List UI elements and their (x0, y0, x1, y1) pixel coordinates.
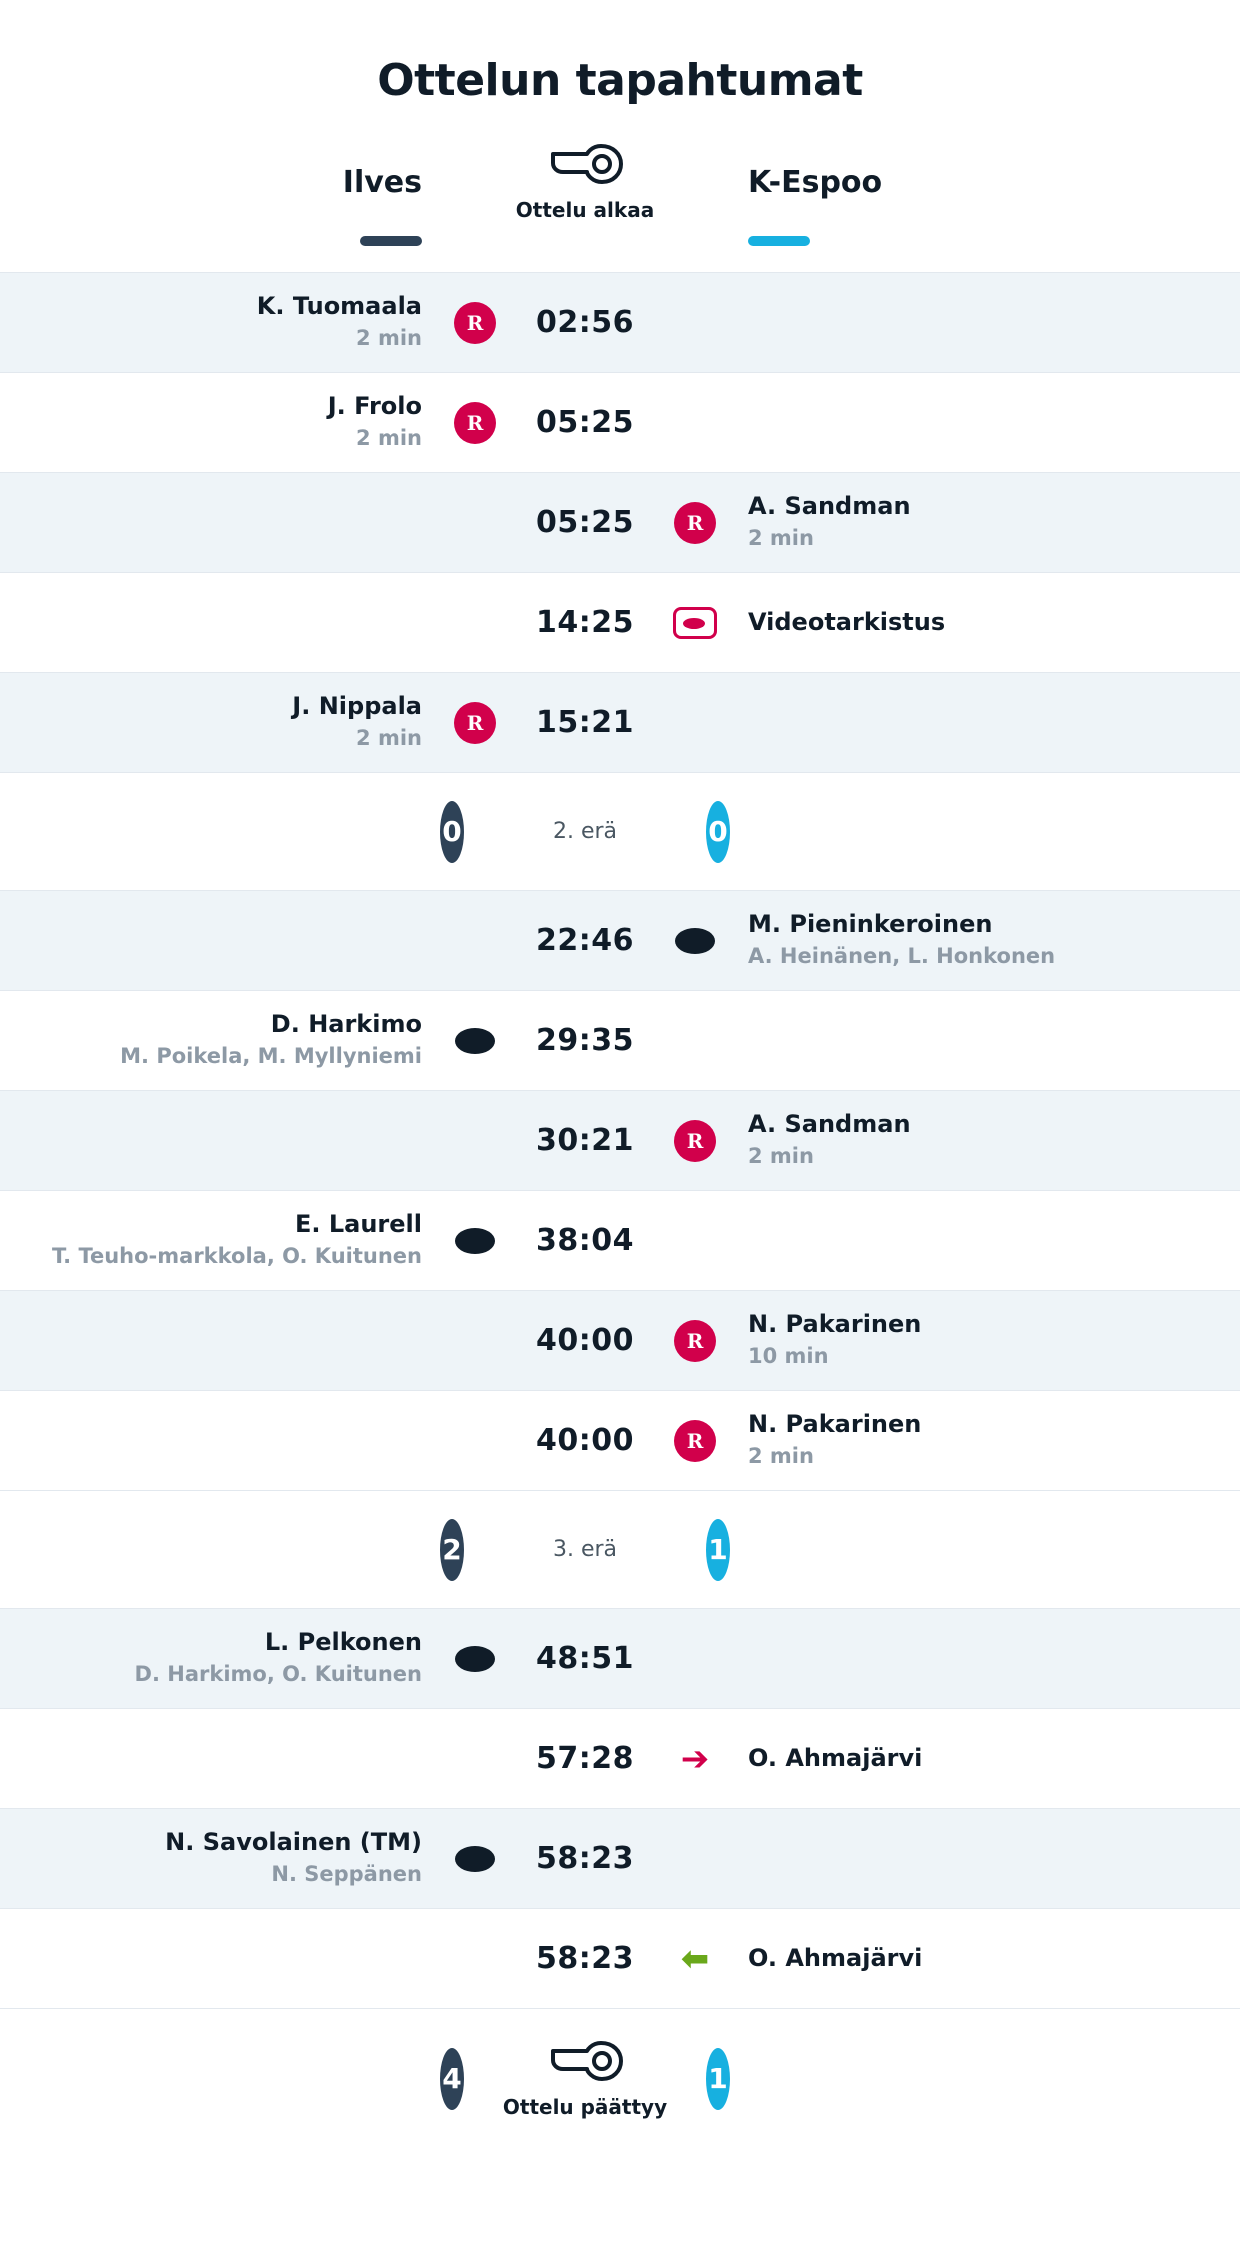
event-time-cell (510, 605, 660, 640)
event-player-name: N. Savolainen (TM) (165, 1828, 422, 1857)
event-row (0, 1808, 1240, 1908)
match-end-block (502, 2039, 668, 2119)
period-home-score-wrap (440, 801, 510, 863)
period-row (0, 1490, 1240, 1608)
match-start-caption: Ottelu alkaa (515, 198, 655, 222)
event-row (0, 1390, 1240, 1490)
away-team-name: K-Espoo (748, 164, 883, 200)
event-home-icon-cell (440, 1028, 510, 1054)
team-header (0, 142, 1240, 272)
event-away-cell (730, 1111, 1170, 1170)
puck-icon (455, 1028, 495, 1054)
event-row (0, 990, 1240, 1090)
event-row (0, 272, 1240, 372)
event-away-icon-cell (660, 1738, 730, 1779)
event-player-detail: 2 min (356, 325, 422, 350)
event-away-icon-cell (660, 1938, 730, 1979)
event-time: 58:23 (536, 1941, 634, 1976)
final-home-score: 4 (440, 2048, 464, 2110)
event-time: 40:00 (536, 1323, 634, 1358)
event-player-detail: 2 min (356, 425, 422, 450)
event-home-cell (0, 1829, 440, 1888)
event-row (0, 572, 1240, 672)
event-player-name: D. Harkimo (270, 1010, 422, 1039)
event-time: 14:25 (536, 605, 634, 640)
event-player-detail: N. Seppänen (271, 1861, 422, 1886)
event-time-cell (510, 1123, 660, 1158)
puck-icon (455, 1228, 495, 1254)
final-away-score-wrap (660, 2048, 730, 2110)
puck-icon (455, 1846, 495, 1872)
penalty-icon: R (674, 1120, 716, 1162)
period-away-score-wrap (660, 801, 730, 863)
event-time-cell (510, 1023, 660, 1058)
event-row (0, 1190, 1240, 1290)
event-row (0, 472, 1240, 572)
event-home-cell (0, 1011, 440, 1070)
period-away-score: 1 (706, 1519, 730, 1581)
period-home-score: 0 (440, 801, 464, 863)
event-time: 15:21 (536, 705, 634, 740)
match-start-block (510, 142, 660, 222)
penalty-icon: R (454, 302, 496, 344)
event-time: 40:00 (536, 1423, 634, 1458)
event-time: 05:25 (536, 405, 634, 440)
event-player-detail: 2 min (748, 525, 814, 550)
event-away-cell (730, 609, 1170, 637)
match-end-row (0, 2008, 1240, 2148)
event-player-detail: 2 min (748, 1143, 814, 1168)
event-player-detail: M. Poikela, M. Myllyniemi (120, 1043, 422, 1068)
event-home-icon-cell (440, 302, 510, 344)
event-home-cell (0, 693, 440, 752)
page-title: Ottelun tapahtumat (377, 55, 863, 106)
penalty-icon: R (454, 402, 496, 444)
period-away-score-wrap (660, 1519, 730, 1581)
event-player-name: L. Pelkonen (264, 1628, 422, 1657)
sub-out-icon: ⬅ (680, 1938, 710, 1979)
event-away-icon-cell (660, 1120, 730, 1162)
event-home-cell (0, 1211, 440, 1270)
event-player-name: N. Pakarinen (748, 1410, 922, 1439)
event-home-cell (0, 1629, 440, 1688)
event-time-cell (510, 305, 660, 340)
event-time-cell (510, 505, 660, 540)
whistle-icon (547, 2039, 623, 2085)
event-row (0, 672, 1240, 772)
event-away-cell (730, 911, 1170, 970)
penalty-icon: R (674, 502, 716, 544)
event-time: 38:04 (536, 1223, 634, 1258)
event-time: 22:46 (536, 923, 634, 958)
event-away-icon-cell (660, 1420, 730, 1462)
event-home-cell (0, 293, 440, 352)
event-time: 30:21 (536, 1123, 634, 1158)
event-away-cell (730, 1411, 1170, 1470)
event-player-name: N. Pakarinen (748, 1310, 922, 1339)
event-time: 58:23 (536, 1841, 634, 1876)
penalty-icon: R (674, 1320, 716, 1362)
event-player-name: M. Pieninkeroinen (748, 910, 993, 939)
away-team-block (730, 165, 1170, 200)
period-row (0, 772, 1240, 890)
event-player-name: O. Ahmajärvi (748, 1743, 923, 1772)
event-row (0, 1090, 1240, 1190)
event-time-cell (510, 1423, 660, 1458)
event-time: 48:51 (536, 1641, 634, 1676)
event-away-cell (730, 1745, 1170, 1773)
event-home-cell (0, 393, 440, 452)
event-player-detail: T. Teuho-markkola, O. Kuitunen (52, 1243, 422, 1268)
event-time-cell (510, 1741, 660, 1776)
event-time-cell (510, 923, 660, 958)
event-time: 29:35 (536, 1023, 634, 1058)
event-player-name: O. Ahmajärvi (748, 1943, 923, 1972)
event-row (0, 1608, 1240, 1708)
event-player-detail: D. Harkimo, O. Kuitunen (134, 1661, 422, 1686)
event-home-icon-cell (440, 1846, 510, 1872)
video-review-icon (673, 607, 717, 639)
event-away-cell (730, 1311, 1170, 1370)
event-player-name: J. Frolo (327, 392, 422, 421)
event-home-icon-cell (440, 1646, 510, 1672)
event-time-cell (510, 1941, 660, 1976)
event-player-name: A. Sandman (748, 492, 911, 521)
event-away-icon-cell (660, 928, 730, 954)
event-home-icon-cell (440, 1228, 510, 1254)
event-time-cell (510, 1841, 660, 1876)
home-team-block (0, 165, 440, 200)
event-row (0, 1908, 1240, 2008)
event-row (0, 1290, 1240, 1390)
events-list (0, 272, 1240, 2008)
event-player-name: E. Laurell (294, 1210, 422, 1239)
event-time-cell (510, 705, 660, 740)
final-home-score-wrap (440, 2048, 510, 2110)
penalty-icon: R (674, 1420, 716, 1462)
period-away-score: 0 (706, 801, 730, 863)
period-label: 2. erä (552, 819, 618, 844)
event-player-detail: 2 min (748, 1443, 814, 1468)
home-color-bar (360, 236, 422, 246)
period-home-score-wrap (440, 1519, 510, 1581)
match-end-caption: Ottelu päättyy (502, 2094, 668, 2119)
final-away-score: 1 (706, 2048, 730, 2110)
event-player-name: K. Tuomaala (256, 292, 422, 321)
event-player-detail: A. Heinänen, L. Honkonen (748, 943, 1056, 968)
event-time-cell (510, 1641, 660, 1676)
puck-icon (455, 1646, 495, 1672)
event-player-name: J. Nippala (292, 692, 422, 721)
away-color-bar-wrap (730, 222, 1170, 250)
event-time: 05:25 (536, 505, 634, 540)
event-player-detail: 10 min (748, 1343, 829, 1368)
event-row (0, 890, 1240, 990)
event-player-name: Videotarkistus (748, 607, 946, 636)
home-color-bar-wrap (0, 222, 440, 250)
puck-icon (675, 928, 715, 954)
event-time: 57:28 (536, 1741, 634, 1776)
event-time-cell (510, 1323, 660, 1358)
period-home-score: 2 (440, 1519, 464, 1581)
event-player-detail: 2 min (356, 725, 422, 750)
event-away-cell (730, 493, 1170, 552)
event-away-icon-cell (660, 607, 730, 639)
whistle-icon (547, 142, 623, 188)
home-team-name: Ilves (342, 164, 422, 200)
event-row (0, 1708, 1240, 1808)
event-home-icon-cell (440, 702, 510, 744)
event-time-cell (510, 405, 660, 440)
away-color-bar (748, 236, 810, 246)
sub-in-icon: ➔ (680, 1738, 710, 1779)
event-away-icon-cell (660, 1320, 730, 1362)
event-away-icon-cell (660, 502, 730, 544)
event-time: 02:56 (536, 305, 634, 340)
event-player-name: A. Sandman (748, 1110, 911, 1139)
event-away-cell (730, 1945, 1170, 1973)
event-time-cell (510, 1223, 660, 1258)
period-label: 3. erä (552, 1537, 618, 1562)
penalty-icon: R (454, 702, 496, 744)
event-home-icon-cell (440, 402, 510, 444)
event-row (0, 372, 1240, 472)
